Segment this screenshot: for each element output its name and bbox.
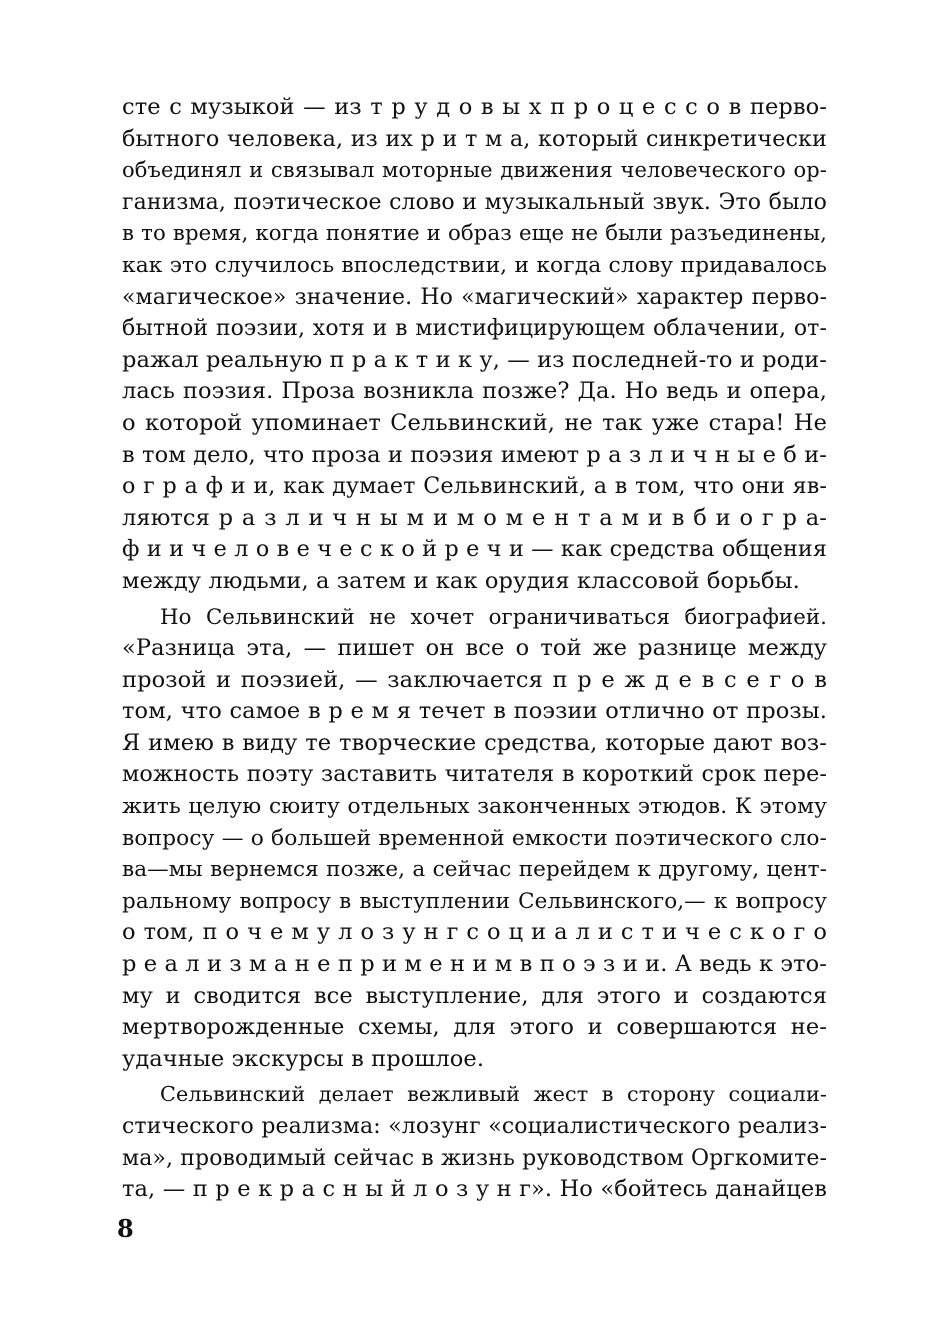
text-line: удачные экскурсы в прошлое.: [122, 1045, 485, 1072]
text-line: Сельвинский делает вежливый жест в сторону социали-: [160, 1082, 827, 1107]
text-line: р е а л и з м а н е п р и м е н и м в п о э з и и. А ведь к это-: [122, 951, 827, 978]
text-line: ражал реальную п р а к т и к у, — из последней-то и роди-: [122, 346, 828, 373]
paragraph-1: [122, 92, 827, 598]
text-line: о которой упоминает Сельвинский, не так уже стара! Не: [122, 409, 827, 436]
text-line: Но Сельвинский не хочет ограничиваться биографией.: [160, 604, 827, 630]
text-line: ва—мы вернемся позже, а сейчас перейдем к другому, цент-: [122, 857, 827, 883]
text-line: ганизма, поэтическое слово и музыкальный звук. Это было: [122, 189, 827, 215]
text-line: лась поэзия. Проза возникла позже? Да. Но ведь и опера,: [122, 378, 827, 405]
text-line: как это случилось впоследствии, и когда слову придавалось: [122, 252, 827, 278]
text-line: ляются р а з л и ч н ы м и м о м е н т а м и в б и о г р а-: [122, 504, 827, 531]
text-line: можность поэту заставить читателя в короткий срок пере-: [122, 761, 827, 788]
text-line: том, что самое в р е м я течет в поэзии отлично от прозы.: [122, 698, 827, 725]
text-line: му и сводится все выступление, для этого и создаются: [122, 982, 827, 1009]
text-line: прозой и поэзией, — заключается п р е ж д е в с е г о в: [122, 666, 827, 693]
text-line: сте с музыкой — из т р у д о в ы х п р о ц е с с о в перво-: [122, 94, 827, 120]
text-line: ф и и ч е л о в е ч е с к о й р е ч и — как средства общения: [122, 536, 827, 563]
text-line: вопросу — о большей временной емкости поэтического сло-: [122, 825, 827, 851]
page-number: 8: [117, 1214, 134, 1243]
paragraph-3: [122, 1079, 827, 1205]
text-line: «Разница эта, — пишет он все о той же разнице между: [122, 635, 827, 662]
text-line: бытной поэзии, хотя и в мистифицирующем облачении, от-: [122, 316, 827, 342]
page-body: [122, 92, 827, 1206]
text-line: «магическое» значение. Но «магический» характер перво-: [122, 284, 827, 310]
text-line: в то время, когда понятие и образ еще не были разъединены,: [122, 221, 827, 247]
text-line: жить целую сюиту отдельных законченных этюдов. К этому: [122, 794, 827, 820]
text-line: бытного человека, из их р и т м а, который синкретически: [122, 125, 827, 152]
text-line: та, — п р е к р а с н ы й л о з у н г». Но «бойтесь данайцев: [122, 1176, 827, 1203]
text-line: стического реализма: «лозунг «социалистического реализ-: [122, 1114, 827, 1139]
text-line: ральному вопросу в выступлении Сельвинского,— к вопросу: [122, 888, 827, 914]
text-line: в том дело, что проза и поэзия имеют р а з л и ч н ы е б и-: [122, 441, 827, 468]
paragraph-2: [122, 602, 827, 1076]
text-line: Я имею в виду те творческие средства, которые дают воз-: [122, 729, 827, 756]
text-line: объединял и связывал моторные движения человеческого ор-: [122, 158, 827, 183]
text-line: мертворожденные схемы, для этого и совершаются не-: [122, 1014, 827, 1041]
text-line: между людьми, а затем и как орудия классовой борьбы.: [122, 567, 800, 594]
text-line: о г р а ф и и, как думает Сельвинский, а в том, что они яв-: [122, 473, 827, 500]
text-line: о том, п о ч е м у л о з у н г с о ц и а л и с т и ч е с к о г о: [122, 919, 827, 946]
text-line: ма», проводимый сейчас в жизнь руководством Оргкомите-: [122, 1145, 827, 1171]
